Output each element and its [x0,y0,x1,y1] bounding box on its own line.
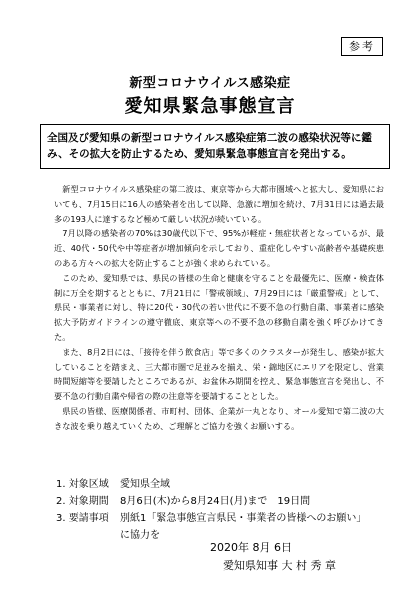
summary-text: 全国及び愛知県の新型コロナウイルス感染症第二波の感染状況等に鑑み、その拡大を防止するため、愛知県緊急事態宣言を発出する。 [47,132,372,160]
item-body: 愛知県全域 [120,479,170,490]
paragraph: 県民の皆様、医療関係者、市町村、団体、企業が一丸となり、オール愛知で第二波の大きな波を乗り越えていくため、ご理解とご協力を強くお願いする。 [54,405,384,431]
item-requests [56,510,386,527]
item-body: 別紙1「緊急事態宣言県民・事業者の皆様へのお願い」 [120,513,367,524]
paragraph: また、8月2日には、「接待を伴う飲食店」等で多くのクラスターが発生し、感染が拡大していることを踏まえ、三大都市圏で足並みを揃え、栄・錦地区にエリアを限定し、営業時間短縮等を要請したところであるが、お盆休み期間を控え、緊急事態宣言を発出し、不要不急の行動自粛や帰省の際の注意等を要請することとした。 [54,346,384,402]
reference-label: 参考 [341,37,383,56]
item-body-continued: に協力を [120,530,160,541]
items-list [56,476,386,544]
item-head: 3. 要請事項 [56,513,109,524]
paragraph: このため、愛知県では、県民の皆様の生命と健康を守ることを最優先に、医療・検査体制に万全を期するとともに、7月21日に「警戒領域」、7月29日には「厳重警戒」として、県民・事業者に対し、特に20代・30代の若い世代に不要不急の行動自粛、事業者に感染拡大予防ガイドラインの遵守徹底、東京等への不要不急の移動自粛を強く呼びかけてきた。 [54,272,384,342]
item-target-area [56,476,386,493]
paragraph: 7月以降の感染者の70%は30歳代以下で、95%が軽症・無症状者となっているが、最近、40代・50代や中等症者が増加傾向を示しており、重症化しやすい高齢者や基礎疾患のある方々への拡大を防止することが強く求められている。 [54,228,384,268]
signature: 愛知県知事 大 村 秀 章 [223,559,336,572]
document-title: 愛知県緊急事態宣言 [124,96,296,117]
item-target-period [56,493,386,510]
body-text [54,182,384,434]
summary-box [40,124,390,169]
issue-date: 2020年 8月 6日 [210,541,292,554]
item-head: 2. 対象期間 [56,496,109,507]
item-body: 8月6日(木)から8月24日(月)まで 19日間 [120,496,311,507]
paragraph: 新型コロナウイルス感染症の第二波は、東京等から大都市圏域へと拡大し、愛知県においても、7月15日に16人の感染者を出して以降、急激に増加を続け、7月31日には過去最多の193人に達するなど極めて厳しい状況が続いている。 [54,184,384,224]
item-head: 1. 対象区域 [56,479,109,490]
document-subtitle: 新型コロナウイルス感染症 [129,76,291,91]
